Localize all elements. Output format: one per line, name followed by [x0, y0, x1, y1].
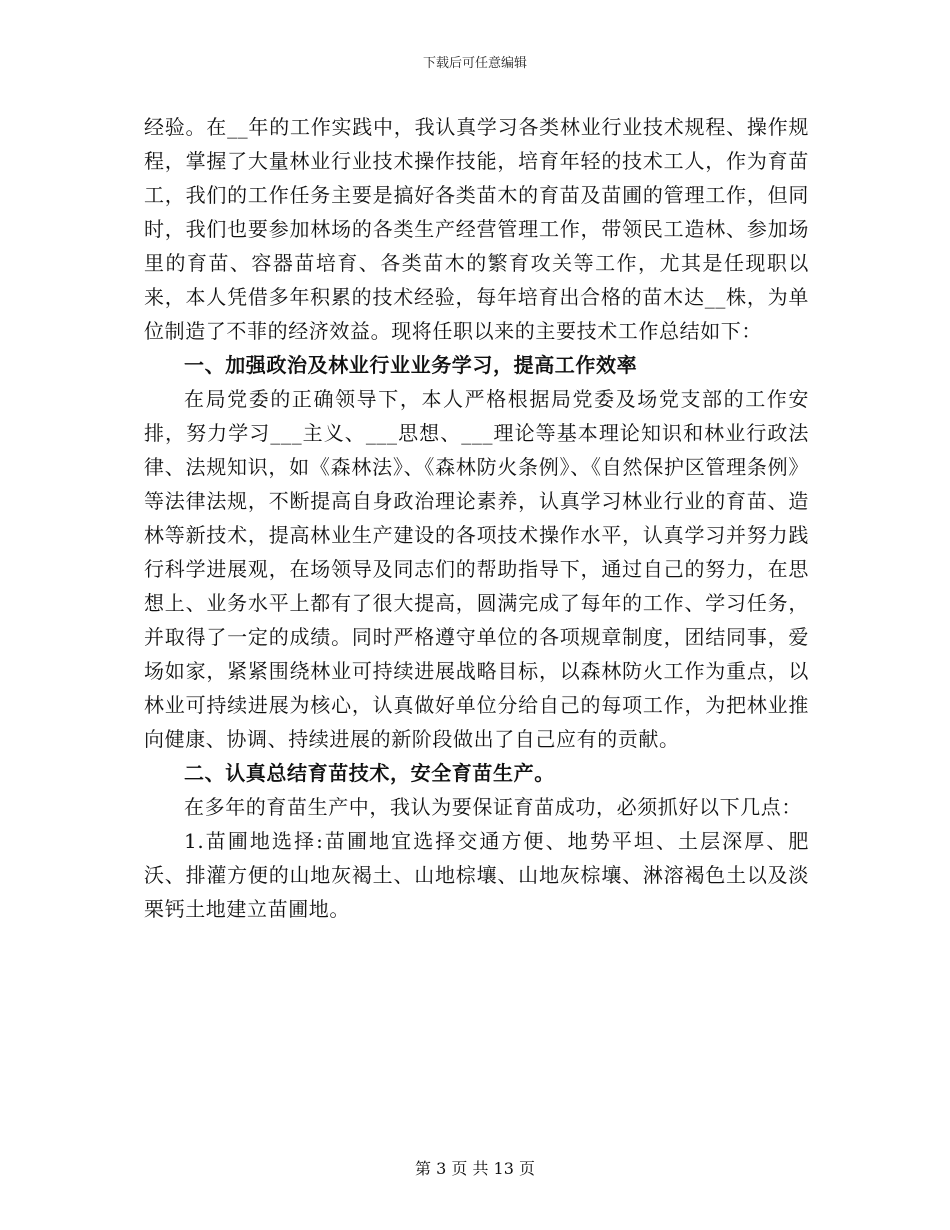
page-header: 下载后可任意编辑: [422, 56, 527, 71]
section-heading-2: 二、认真总结育苗技术，安全育苗生产。: [184, 761, 555, 785]
body-paragraph-politics: 在局党委的正确领导下，本人严格根据局党委及场党支部的工作安排，努力学习___主义、___思想、___理论等基本理论知识和林业行政法律、法规知识，如《森林法》、《森林防火条例》、《自然保护区管理条例》等法律法规，不断提高自身政治理论素养，认真学习林业行业的育苗、造林等新技术，提高林业生产建设的各项技术操作水平，认真学习并努力践行科学进展观，在场领导及同志们的帮助指导下，通过自己的努力，在思想上、业务水平上都有了很大提高，圆满完成了每年的工作、学习任务，并取得了一定的成绩。同时严格遵守单位的各项规章制度，团结同事，爱场如家，紧紧围绕林业可持续进展战略目标，以森林防火工作为重点，以林业可持续进展为核心，认真做好单位分给自己的每项工作，为把林业推向健康、协调、持续进展的新阶段做出了自己应有的贡献。: [144, 387, 809, 751]
body-paragraph-intro-points: 在多年的育苗生产中，我认为要保证育苗成功，必须抓好以下几点：: [184, 795, 802, 819]
document-body: [144, 110, 809, 926]
section-heading-1: 一、加强政治及林业行业业务学习，提高工作效率: [184, 353, 638, 377]
body-paragraph-nursery-site: 1.苗圃地选择:苗圃地宜选择交通方便、地势平坦、土层深厚、肥沃、排灌方便的山地灰褐土、山地棕壤、山地灰棕壤、淋溶褐色土以及淡栗钙土地建立苗圃地。: [144, 829, 809, 921]
body-paragraph-continued: 经验。在__年的工作实践中，我认真学习各类林业行业技术规程、操作规程，掌握了大量林业行业技术操作技能，培育年轻的技术工人，作为育苗工，我们的工作任务主要是搞好各类苗木的育苗及苗圃的管理工作，但同时，我们也要参加林场的各类生产经营管理工作，带领民工造林、参加场里的育苗、容器苗培育、各类苗木的繁育攻关等工作，尤其是任现职以来，本人凭借多年积累的技术经验，每年培育出合格的苗木达__株，为单位制造了不菲的经济效益。现将任职以来的主要技术工作总结如下：: [144, 115, 809, 343]
page-number: 第 3 页 共 13 页: [415, 1159, 535, 1178]
